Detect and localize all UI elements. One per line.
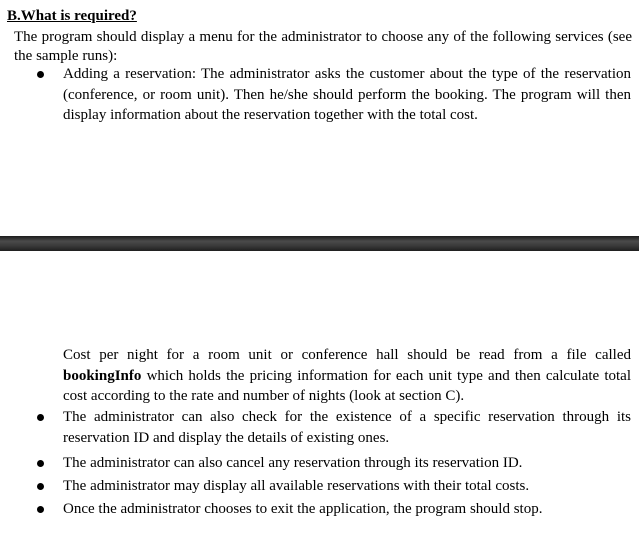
bullet-icon bbox=[37, 71, 44, 78]
bullet-display-reservations: The administrator may display all available reservations with their total costs. bbox=[63, 478, 530, 494]
bullet-icon bbox=[37, 483, 44, 490]
bullet-icon bbox=[37, 460, 44, 467]
intro-paragraph: The program should display a menu for the administrator to choose any of the following services (see the sample runs): bbox=[14, 29, 632, 64]
file-name: bookingInfo bbox=[63, 367, 142, 384]
bullet-exit-application: Once the administrator chooses to exit the application, the program should stop. bbox=[63, 501, 543, 517]
bullet-adding-reservation: Adding a reservation: The administrator asks the customer about the type of the reservation (conference, or room unit). Then he/she should perform the booking. The program will then display information about the reservation together with the total cost. bbox=[63, 66, 631, 123]
section-heading: B.What is required? bbox=[7, 8, 137, 24]
continuation-paragraph bbox=[63, 345, 631, 407]
continuation-text-before: Cost per night for a room unit or conference hall should be read from a file called bbox=[63, 347, 631, 363]
bullet-check-reservation: The administrator can also check for the existence of a specific reservation through its reservation ID and display the details of existing ones. bbox=[63, 409, 631, 446]
bullet-cancel-reservation: The administrator can also cancel any reservation through its reservation ID. bbox=[63, 455, 523, 471]
bullet-icon bbox=[37, 506, 44, 513]
continuation-text-after: which holds the pricing information for each unit type and then calculate total cost according to the rate and number of nights (look at section C). bbox=[63, 367, 632, 404]
page-divider bbox=[0, 236, 639, 251]
bullet-icon bbox=[37, 414, 44, 421]
